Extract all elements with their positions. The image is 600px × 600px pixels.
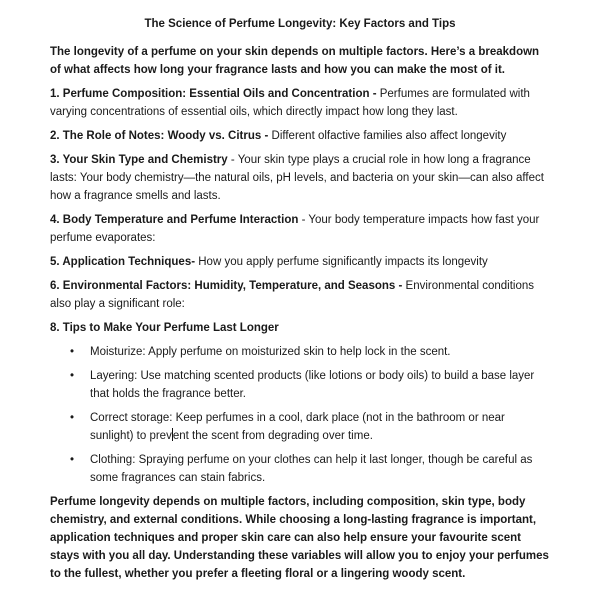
tip-text-after-caret: ent the scent from degrading over time. bbox=[172, 430, 373, 442]
section-4-body: - Your body temperature impacts how fast your perfume evaporates: bbox=[50, 214, 540, 244]
section-3-heading: 3. Your Skin Type and Chemistry bbox=[50, 154, 228, 166]
tips-list bbox=[50, 343, 550, 487]
section-6-heading: 6. Environmental Factors: Humidity, Temperature, and Seasons - bbox=[50, 280, 403, 292]
section-4-heading: 4. Body Temperature and Perfume Interaction bbox=[50, 214, 299, 226]
tip-item-clothing[interactable] bbox=[90, 451, 550, 487]
tip-text-before-caret: Correct storage: Keep perfumes in a cool, dark place (not in the bathroom or near sunlight) to prev bbox=[90, 412, 505, 442]
tip-item-moisturize[interactable] bbox=[90, 343, 550, 361]
section-1-heading: 1. Perfume Composition: Essential Oils and Concentration - bbox=[50, 88, 377, 100]
section-6-environmental-factors[interactable] bbox=[50, 277, 550, 313]
section-4-body-temperature[interactable] bbox=[50, 211, 550, 247]
section-2-body: Different olfactive families also affect longevity bbox=[271, 130, 507, 142]
intro-paragraph[interactable]: The longevity of a perfume on your skin depends on multiple factors. Here’s a breakdown of what affects how long your fragrance lasts and how you can make the most of it. bbox=[50, 46, 540, 76]
section-5-body: How you apply perfume significantly impacts its longevity bbox=[198, 256, 488, 268]
section-1-perfume-composition[interactable] bbox=[50, 85, 550, 121]
section-3-body: - Your skin type plays a crucial role in how long a fragrance lasts: Your body chemistry—the natural oils, pH levels, and bacteria on your skin—can also affect how a fragrance smells and lasts. bbox=[50, 154, 544, 202]
section-2-heading: 2. The Role of Notes: Woody vs. Citrus - bbox=[50, 130, 269, 142]
tip-text: Moisturize: Apply perfume on moisturized skin to help lock in the scent. bbox=[90, 346, 451, 358]
conclusion-paragraph[interactable]: Perfume longevity depends on multiple factors, including composition, skin type, body chemistry, and external conditions. While choosing a long-lasting fragrance is important, application techniques and proper skin care can also help ensure your favourite scent stays with you all day. Understanding these variables will allow you to enjoy your perfumes to the fullest, whether you prefer a fleeting floral or a lingering woody scent. bbox=[50, 496, 549, 580]
section-3-skin-type[interactable] bbox=[50, 151, 550, 205]
section-2-role-of-notes[interactable] bbox=[50, 127, 550, 145]
section-5-application-techniques[interactable] bbox=[50, 253, 550, 271]
section-5-heading: 5. Application Techniques- bbox=[50, 256, 196, 268]
tip-text: Clothing: Spraying perfume on your clothes can help it last longer, though be careful as some fragrances can stain fabrics. bbox=[90, 454, 533, 484]
tips-heading[interactable]: 8. Tips to Make Your Perfume Last Longer bbox=[50, 322, 279, 334]
section-1-body: Perfumes are formulated with varying concentrations of essential oils, which directly impact how long they last. bbox=[50, 88, 530, 118]
tip-item-layering[interactable] bbox=[90, 367, 550, 403]
tip-text: Layering: Use matching scented products (like lotions or body oils) to build a base layer that holds the fragrance better. bbox=[90, 370, 535, 400]
document-title: The Science of Perfume Longevity: Key Factors and Tips bbox=[144, 18, 456, 30]
section-6-body: Environmental conditions also play a significant role: bbox=[50, 280, 535, 310]
tip-item-correct-storage[interactable] bbox=[90, 409, 550, 445]
